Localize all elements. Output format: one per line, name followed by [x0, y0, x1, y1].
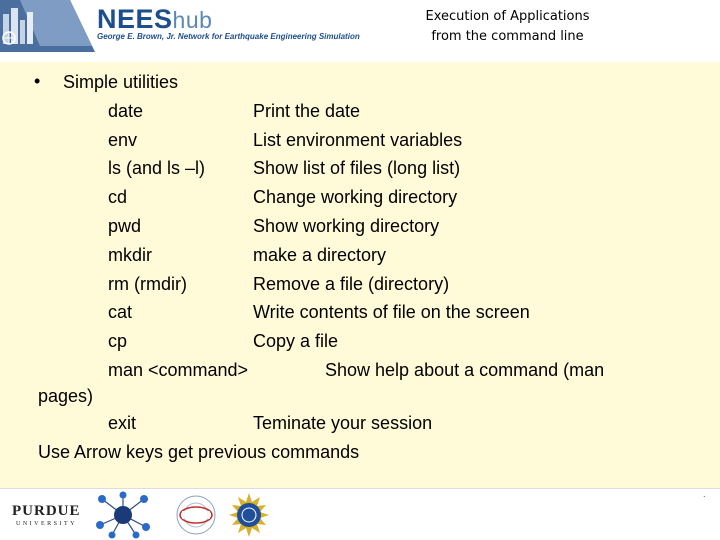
command-name: rm (rmdir)	[108, 274, 187, 294]
logo-wordmark	[97, 4, 212, 35]
command-description: Remove a file (directory)	[253, 274, 450, 294]
command-name: man <command>	[108, 360, 249, 380]
logo-nees: NEES	[97, 4, 173, 34]
command-name: exit	[108, 413, 137, 433]
purdue-logo: PURDUE	[12, 503, 81, 519]
nsf-logo-icon	[226, 492, 272, 538]
command-name: pwd	[108, 216, 142, 236]
neescomm-logo-icon	[92, 491, 154, 539]
command-description: make a directory	[253, 245, 387, 265]
slide-header	[0, 0, 720, 62]
nees-logo-icon	[168, 493, 224, 537]
logo-subtitle: George E. Brown, Jr. Network for Earthquake Engineering Simulation	[97, 32, 360, 41]
logo-hub: hub	[172, 7, 213, 33]
bullet-icon: •	[34, 71, 41, 91]
command-description: Teminate your session	[253, 413, 433, 433]
command-name: env	[108, 130, 138, 150]
section-heading: Simple utilities	[63, 72, 179, 92]
command-description: Show working directory	[253, 216, 440, 236]
slide-footer	[0, 488, 720, 540]
command-name: ls (and ls –l)	[108, 158, 206, 178]
command-name: mkdir	[108, 245, 152, 265]
slide-content	[0, 62, 720, 488]
command-description: Show list of files (long list)	[253, 158, 461, 178]
command-description: Change working directory	[253, 187, 458, 207]
command-name: cd	[108, 187, 128, 207]
slide-title-line-1: Execution of Applications	[425, 9, 590, 24]
command-description: Write contents of file on the screen	[253, 302, 530, 322]
command-description: Copy a file	[253, 331, 339, 351]
purdue-logo-subtitle: UNIVERSITY	[16, 521, 77, 527]
command-description: Print the date	[253, 101, 361, 121]
command-name: date	[108, 101, 144, 121]
command-description: Show help about a command (man	[325, 360, 605, 380]
wrapped-text: pages)	[38, 386, 94, 406]
footer-note: Use Arrow keys get previous commands	[38, 442, 360, 462]
command-name: cat	[108, 302, 133, 322]
neeshub-logo	[0, 0, 360, 52]
slide-title-line-2: from the command line	[431, 29, 584, 44]
command-name: cp	[108, 331, 128, 351]
corner-mark: ·	[702, 491, 706, 502]
command-description: List environment variables	[253, 130, 463, 150]
slide-title	[380, 7, 635, 47]
neeshub-emblem-icon	[0, 0, 95, 52]
